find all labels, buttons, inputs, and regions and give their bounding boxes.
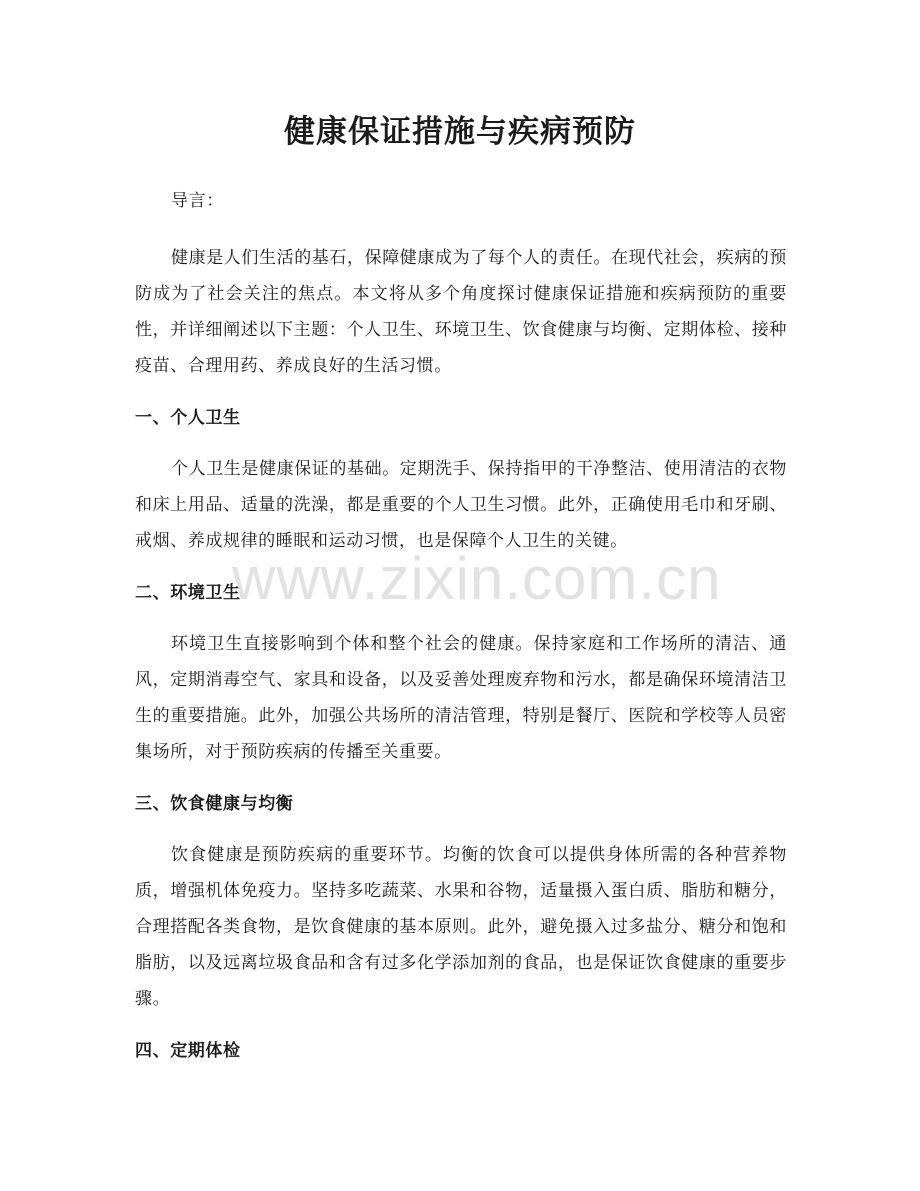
document-body (135, 183, 787, 1084)
section-heading-diet: 三、饮食健康与均衡 (135, 794, 294, 814)
section-body-diet: 饮食健康是预防疾病的重要环节。均衡的饮食可以提供身体所需的各种营养物质，增强机体免疫力。坚持多吃蔬菜、水果和谷物，适量摄入蛋白质、脂肪和糖分，合理搭配各类食物，是饮食健康的基本原则。此外，避免摄入过多盐分、糖分和饱和脂肪，以及远离垃圾食品和含有过多化学添加剂的食品，也是保证饮食健康的重要步骤。 (135, 845, 787, 1009)
section-heading-checkup: 四、定期体检 (135, 1041, 241, 1061)
section-heading-personal-hygiene: 一、个人卫生 (135, 408, 241, 428)
section-body-personal-hygiene: 个人卫生是健康保证的基础。定期洗手、保持指甲的干净整洁、使用清洁的衣物和床上用品、适量的洗澡，都是重要的个人卫生习惯。此外，正确使用毛巾和牙刷、戒烟、养成规律的睡眠和运动习惯，也是保障个人卫生的关键。 (135, 459, 787, 551)
watermark: www.zixin.com.cn (232, 545, 722, 612)
document-title: 健康保证措施与疾病预防 (284, 114, 636, 150)
intro-paragraph: 健康是人们生活的基石，保障健康成为了每个人的责任。在现代社会，疾病的预防成为了社会关注的焦点。本文将从多个角度探讨健康保证措施和疾病预防的重要性，并详细阐述以下主题：个人卫生、环境卫生、饮食健康与均衡、定期体检、接种疫苗、合理用药、养成良好的生活习惯。 (135, 248, 787, 376)
section-body-environmental-hygiene: 环境卫生直接影响到个体和整个社会的健康。保持家庭和工作场所的清洁、通风，定期消毒空气、家具和设备，以及妥善处理废弃物和污水，都是确保环境清洁卫生的重要措施。此外，加强公共场所的清洁管理，特别是餐厅、医院和学校等人员密集场所，对于预防疾病的传播至关重要。 (135, 634, 787, 762)
intro-label: 导言： (171, 191, 224, 211)
section-heading-environmental-hygiene: 二、环境卫生 (135, 583, 241, 603)
